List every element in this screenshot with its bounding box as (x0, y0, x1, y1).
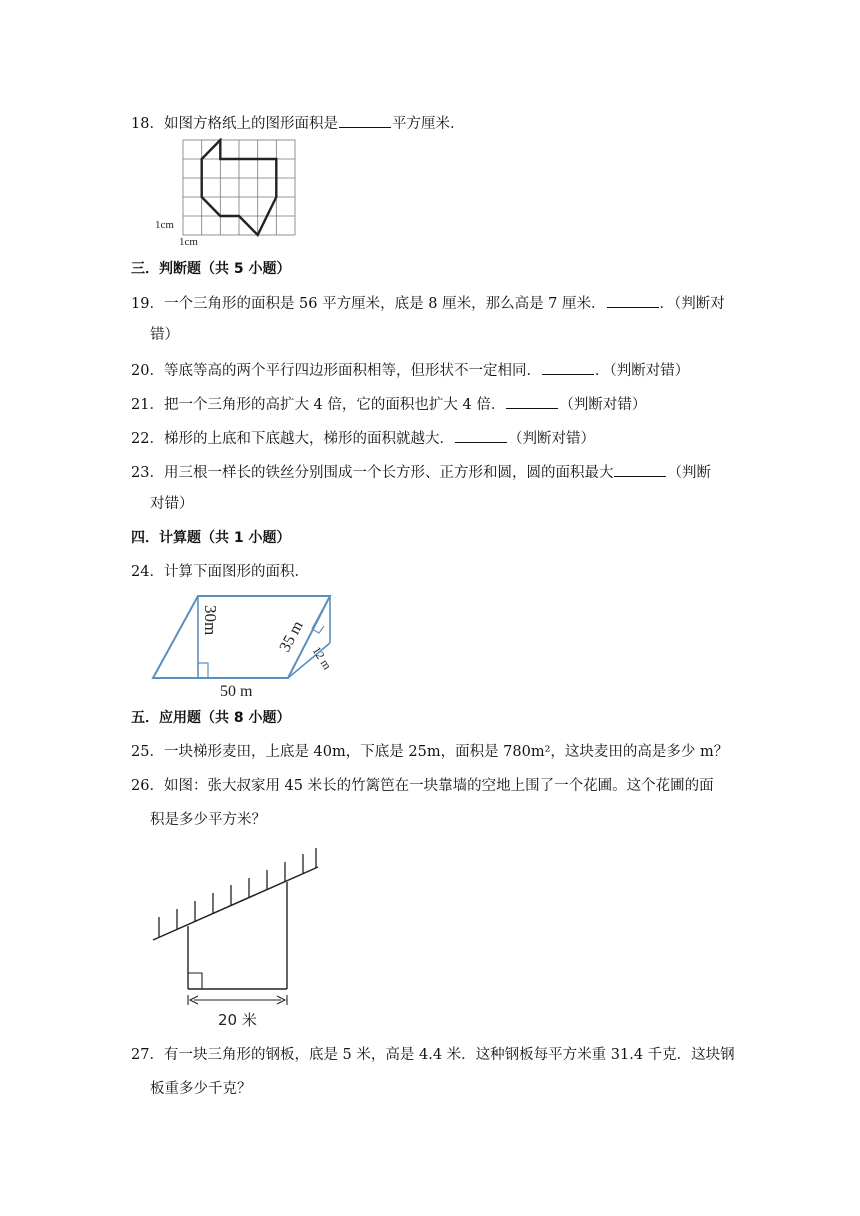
question-text-end: 平方厘米． (391, 116, 465, 132)
question-text: 有一块三角形的钢板，底是 5 米，高是 4.4 米．这种钢板每平方米重 31.4 千克．这块钢 (163, 1047, 735, 1063)
question-number: 21． (131, 397, 164, 413)
parallelogram-figure (150, 593, 340, 701)
question-22 (131, 428, 595, 448)
question-number: 19． (131, 296, 164, 312)
answer-blank[interactable] (614, 462, 666, 477)
question-number: 22． (131, 431, 164, 447)
grid-unit-label-y: 1cm (155, 219, 174, 231)
question-text: 一块梯形麦田，上底是 40m，下底是 25m，面积是 780m²，这块麦田的高是多少 m？ (163, 744, 729, 760)
section-4-title: 四．计算题（共 1 小题） (131, 530, 291, 546)
question-text-end: （判断对错） (559, 397, 647, 413)
question-number: 18． (131, 116, 164, 132)
question-26-cont: 积是多少平方米？ (150, 812, 266, 828)
question-24 (131, 563, 309, 581)
question-21 (131, 394, 646, 414)
question-26 (131, 777, 714, 795)
answer-blank[interactable] (339, 113, 391, 128)
base-label: 50 m (220, 683, 253, 700)
height-label: 30m (201, 605, 220, 636)
question-19 (131, 293, 725, 313)
question-text-end: ．（判断对 (659, 296, 725, 312)
question-27 (131, 1046, 735, 1064)
question-text: 计算下面图形的面积． (163, 564, 309, 580)
question-text-end: （判断 (667, 465, 711, 481)
question-25 (131, 743, 728, 761)
section-3-title: 三．判断题（共 5 小题） (131, 261, 291, 277)
question-number: 20． (131, 363, 164, 379)
question-text-end: （判断对错） (507, 431, 595, 447)
answer-blank[interactable] (506, 394, 558, 409)
question-20 (131, 360, 689, 380)
question-27-cont: 板重多少千克？ (150, 1081, 252, 1097)
slant-side-label: 35 m (276, 618, 307, 655)
grid-figure (155, 138, 300, 248)
answer-blank[interactable] (455, 428, 507, 443)
question-number: 26． (131, 778, 164, 794)
question-text: 梯形的上底和下底越大，梯形的面积就越大． (163, 431, 454, 447)
question-18 (131, 113, 464, 133)
small-height-label: 12 m (309, 644, 335, 673)
question-text: 一个三角形的面积是 56 平方厘米，底是 8 厘米，那么高是 7 厘米． (163, 296, 606, 312)
section-5-title: 五．应用题（共 8 小题） (131, 710, 291, 726)
answer-blank[interactable] (607, 293, 659, 308)
question-number: 25． (131, 744, 164, 760)
question-23-cont: 对错） (150, 496, 194, 512)
answer-blank[interactable] (542, 360, 594, 375)
question-19-cont: 错） (150, 327, 179, 343)
width-label: 20 米 (218, 1011, 257, 1029)
question-text: 如图：张大叔家用 45 米长的竹篱笆在一块靠墙的空地上围了一个花圃。这个花圃的面 (163, 778, 714, 794)
question-text: 等底等高的两个平行四边形面积相等，但形状不一定相同． (163, 363, 541, 379)
garden-figure (150, 845, 325, 1030)
question-number: 23． (131, 465, 164, 481)
question-text-end: ．（判断对错） (594, 363, 690, 379)
grid-unit-label-x: 1cm (179, 236, 198, 248)
question-text: 把一个三角形的高扩大 4 倍，它的面积也扩大 4 倍． (163, 397, 506, 413)
question-text: 如图方格纸上的图形面积是 (163, 116, 338, 132)
question-text: 用三根一样长的铁丝分别围成一个长方形、正方形和圆，圆的面积最大 (163, 465, 614, 481)
question-number: 27． (131, 1047, 164, 1063)
question-23 (131, 462, 711, 482)
question-number: 24． (131, 564, 164, 580)
